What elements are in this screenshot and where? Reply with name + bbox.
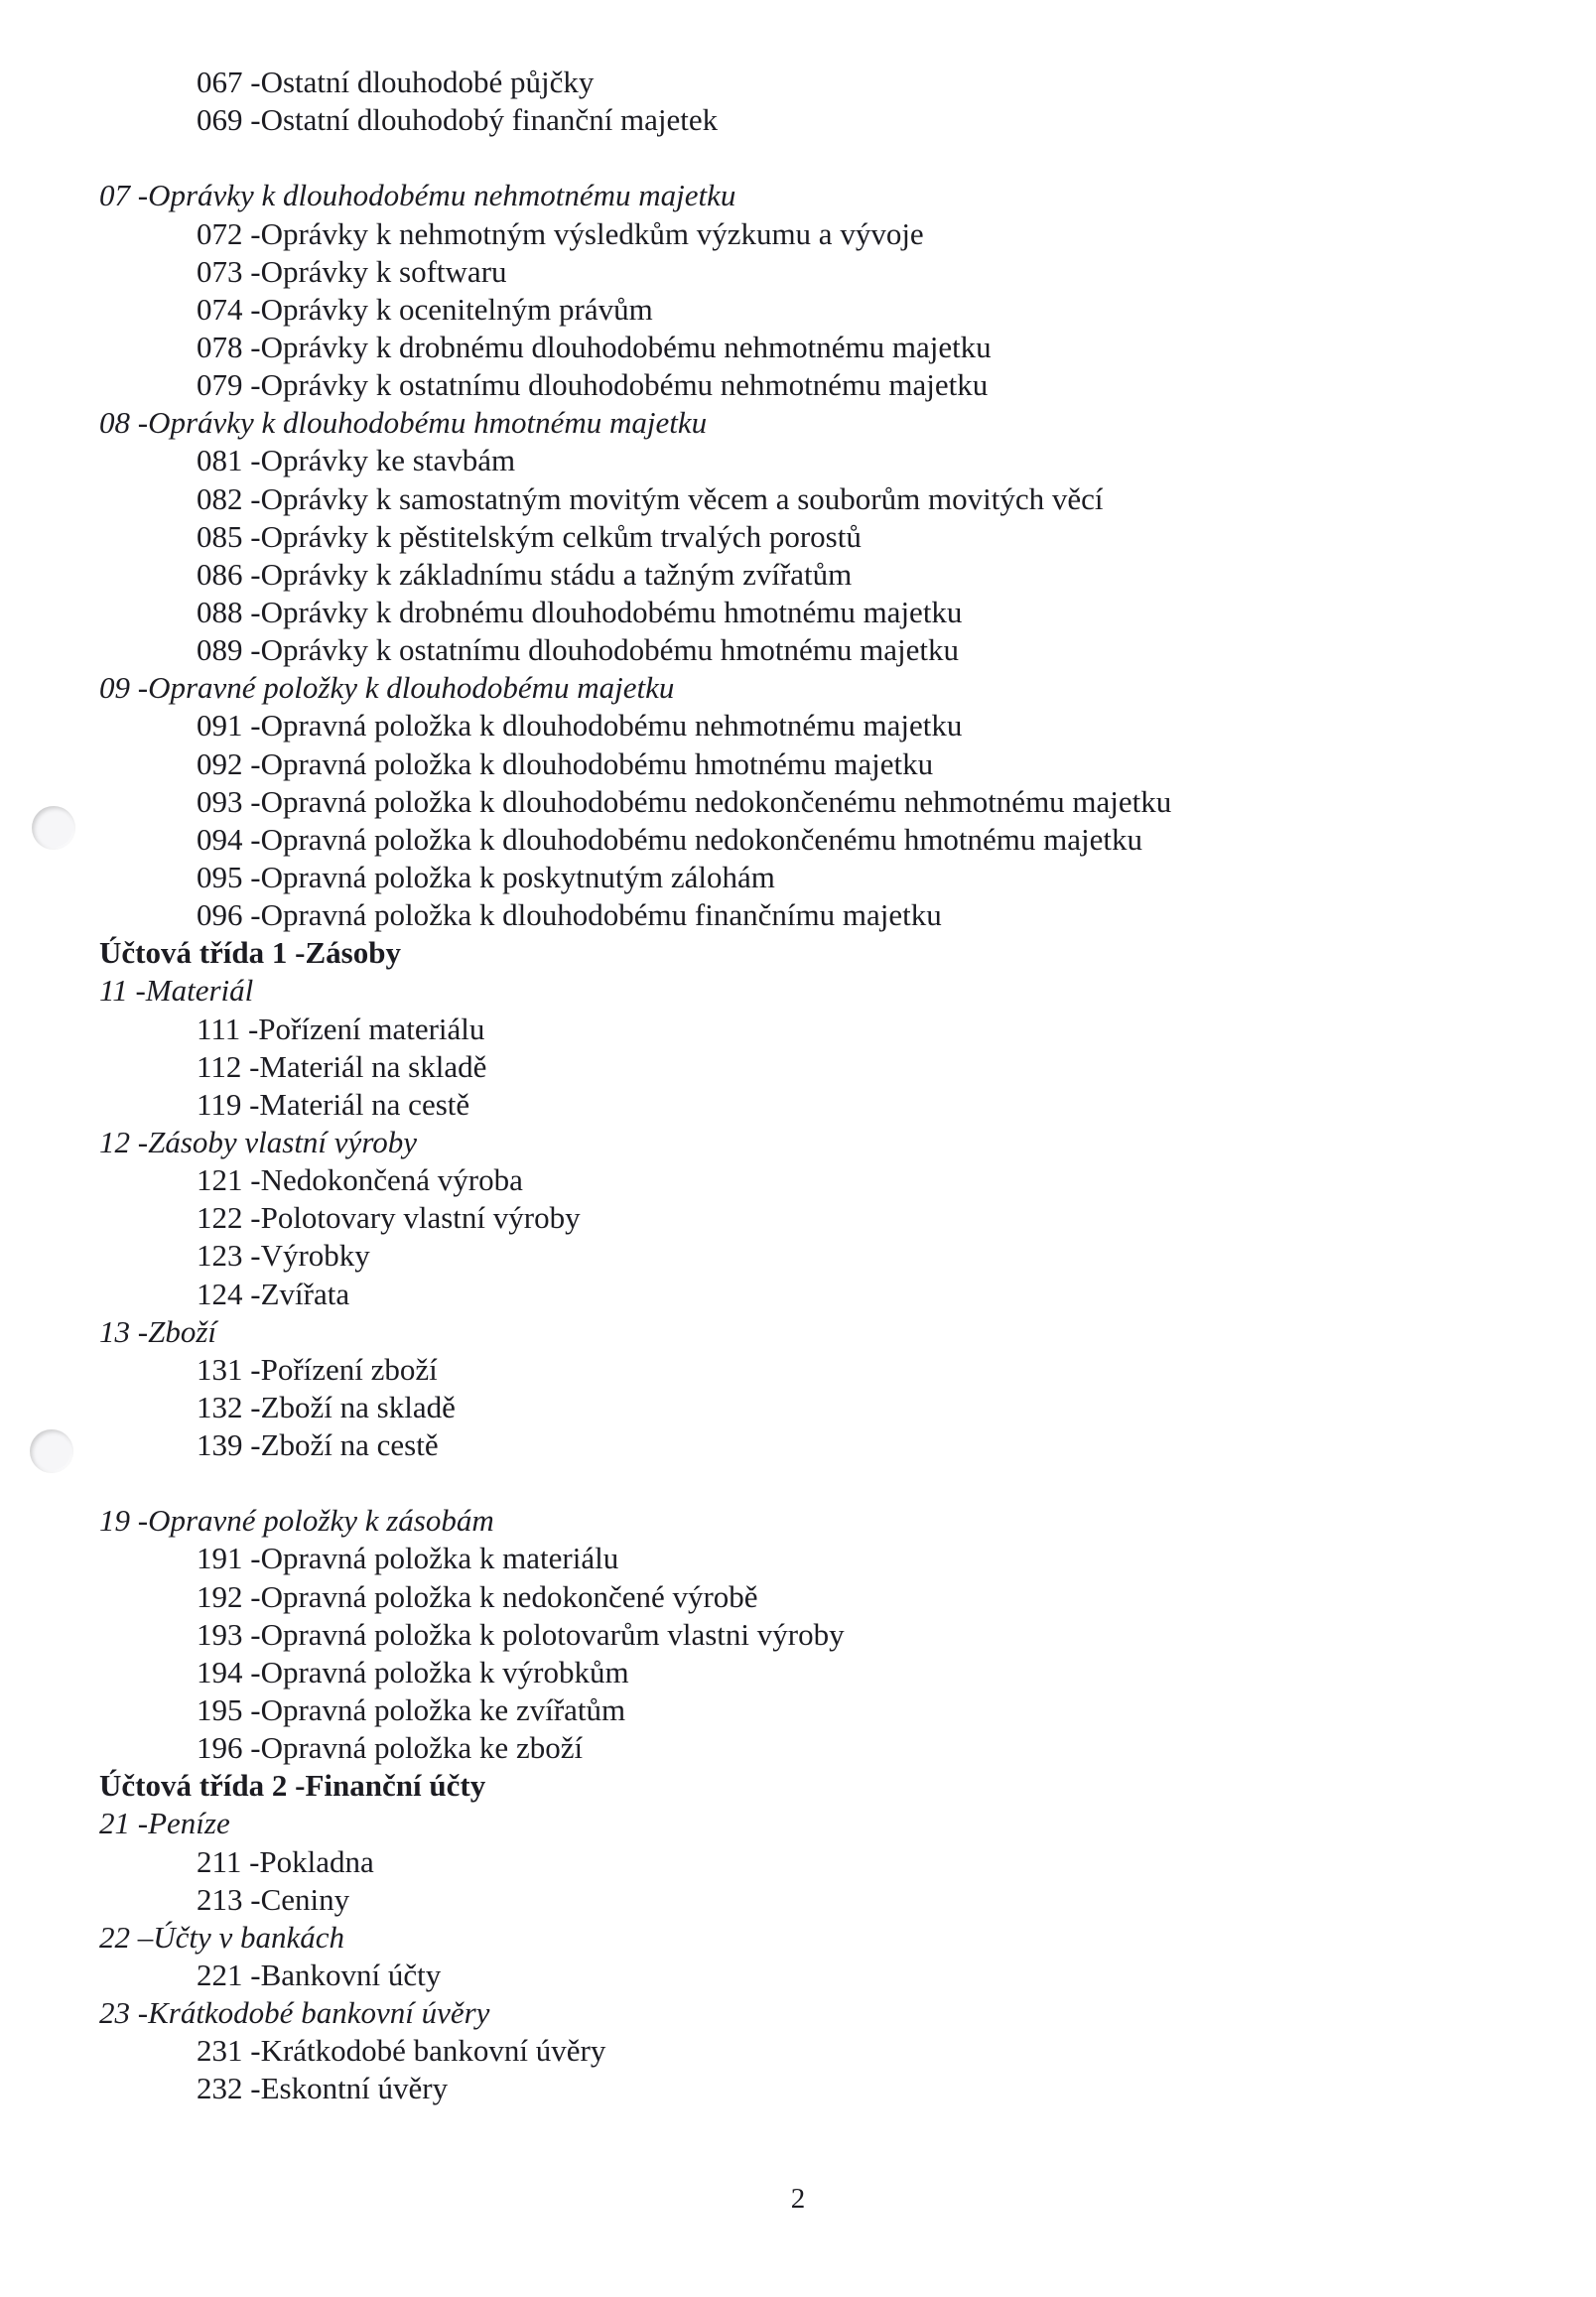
- account-class-heading: Účtová třída 1 -Zásoby: [99, 935, 401, 971]
- page-number: 2: [790, 2183, 806, 2215]
- account-item: 111 -Pořízení materiálu: [197, 1011, 485, 1046]
- account-item: 091 -Opravná položka k dlouhodobému nehmotnému majetku: [197, 708, 963, 743]
- account-item: 195 -Opravná položka ke zvířatům: [197, 1692, 626, 1728]
- account-item: 095 -Opravná položka k poskytnutým zálohám: [197, 859, 775, 894]
- account-item: 069 -Ostatní dlouhodobý finanční majetek: [197, 102, 719, 138]
- account-item: 088 -Oprávky k drobnému dlouhodobému hmotnému majetku: [197, 594, 963, 629]
- account-item: 124 -Zvířata: [197, 1276, 350, 1311]
- account-item: 231 -Krátkodobé bankovní úvěry: [197, 2033, 606, 2069]
- account-item: 082 -Oprávky k samostatným movitým věcem a souborům movitých věcí: [197, 480, 1104, 516]
- account-item: 092 -Opravná položka k dlouhodobému hmotnému majetku: [197, 745, 934, 781]
- blank-line: [0, 1464, 1596, 1502]
- account-group-heading: 13 -Zboží: [99, 1313, 216, 1349]
- account-group-heading: 23 -Krátkodobé bankovní úvěry: [99, 1995, 490, 2031]
- account-group-heading: 22 –Účty v bankách: [99, 1919, 345, 1955]
- account-group-heading: 09 -Opravné položky k dlouhodobému majetku: [99, 670, 675, 706]
- account-item: 079 -Oprávky k ostatnímu dlouhodobému nehmotnému majetku: [197, 367, 989, 403]
- account-item: 096 -Opravná položka k dlouhodobému finančnímu majetku: [197, 897, 942, 933]
- account-item: 067 -Ostatní dlouhodobé půjčky: [197, 65, 595, 99]
- account-class-heading: Účtová třída 2 -Finanční účty: [99, 1768, 486, 1804]
- account-item: 081 -Oprávky ke stavbám: [197, 443, 516, 478]
- account-item: 122 -Polotovary vlastní výroby: [197, 1200, 581, 1236]
- account-item: 131 -Pořízení zboží: [197, 1351, 438, 1387]
- account-item: 121 -Nedokončená výroba: [197, 1162, 523, 1198]
- account-item: 194 -Opravná položka k výrobkům: [197, 1654, 629, 1689]
- account-item: 213 -Ceniny: [197, 1881, 350, 1917]
- account-item: 089 -Oprávky k ostatnímu dlouhodobému hmotnému majetku: [197, 632, 960, 668]
- account-item: 221 -Bankovní účty: [197, 1958, 442, 1993]
- account-item: 074 -Oprávky k ocenitelným právům: [197, 291, 653, 327]
- account-item: 196 -Opravná položka ke zboží: [197, 1730, 584, 1766]
- account-item: 232 -Eskontní úvěry: [197, 2071, 449, 2106]
- account-item: 093 -Opravná položka k dlouhodobému nedokončenému nehmotnému majetku: [197, 783, 1172, 819]
- account-group-heading: 12 -Zásoby vlastní výroby: [99, 1124, 417, 1159]
- account-group-heading: 19 -Opravné položky k zásobám: [99, 1503, 494, 1539]
- account-list: [0, 64, 1596, 2108]
- account-item: 086 -Oprávky k základnímu stádu a tažným zvířatům: [197, 556, 853, 592]
- account-item: 085 -Oprávky k pěstitelským celkům trvalých porostů: [197, 518, 862, 554]
- account-item: 072 -Oprávky k nehmotným výsledkům výzkumu a vývoje: [197, 215, 924, 251]
- account-item: 073 -Oprávky k softwaru: [197, 253, 507, 289]
- account-item: 211 -Pokladna: [197, 1843, 374, 1879]
- account-group-heading: 07 -Oprávky k dlouhodobému nehmotnému majetku: [99, 178, 736, 213]
- account-group-heading: 08 -Oprávky k dlouhodobému hmotnému majetku: [99, 405, 708, 441]
- account-item: 132 -Zboží na skladě: [197, 1389, 456, 1424]
- blank-line: [0, 139, 1596, 177]
- account-item: 191 -Opravná položka k materiálu: [197, 1541, 619, 1576]
- account-item: 094 -Opravná položka k dlouhodobému nedokončenému hmotnému majetku: [197, 821, 1143, 857]
- account-item: 139 -Zboží na cestě: [197, 1427, 439, 1463]
- account-item: 112 -Materiál na skladě: [197, 1048, 487, 1084]
- account-group-heading: 21 -Peníze: [99, 1806, 230, 1841]
- account-item: 078 -Oprávky k drobnému dlouhodobému nehmotnému majetku: [197, 329, 992, 364]
- account-item: 193 -Opravná položka k polotovarům vlastni výroby: [197, 1616, 845, 1652]
- account-item: 119 -Materiál na cestě: [197, 1086, 470, 1122]
- account-item: 192 -Opravná položka k nedokončené výrobě: [197, 1578, 758, 1614]
- account-group-heading: 11 -Materiál: [99, 973, 254, 1009]
- account-item: 123 -Výrobky: [197, 1238, 370, 1274]
